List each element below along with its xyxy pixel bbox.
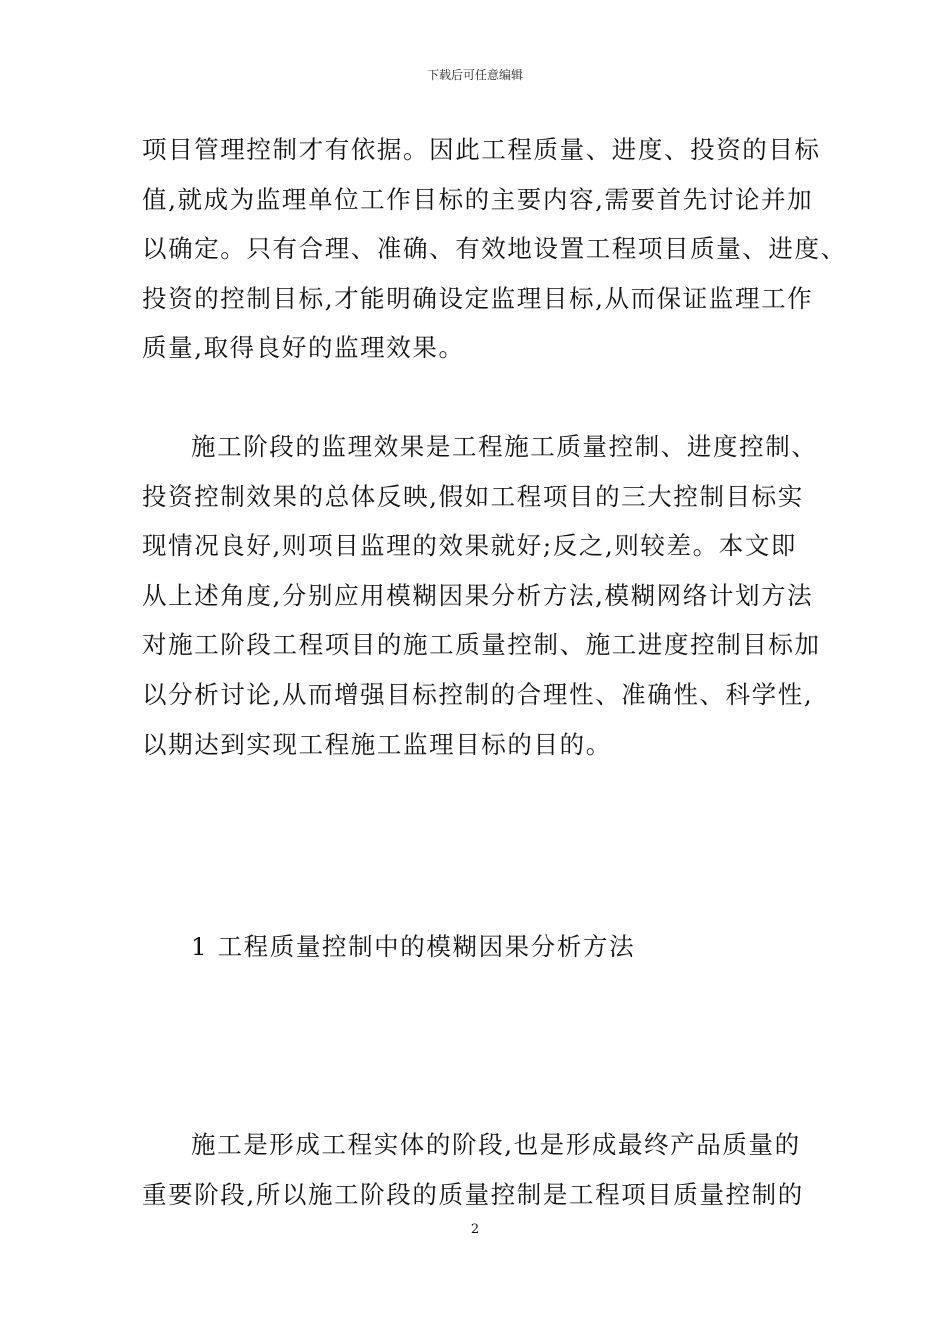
paragraph-line: 投资的控制目标,才能明确设定监理目标,从而保证监理工作 bbox=[142, 283, 814, 313]
paragraph-3 bbox=[142, 1120, 832, 1219]
paragraph-line: 以确定。只有合理、准确、有效地设置工程项目质量、进度、 bbox=[142, 234, 847, 264]
paragraph-line: 以分析讨论,从而增强目标控制的合理性、准确性、科学性, bbox=[142, 679, 814, 709]
paragraph-1 bbox=[142, 125, 847, 373]
paragraph-line: 以期达到实现工程施工监理目标的目的。 bbox=[142, 729, 612, 759]
paragraph-line: 对施工阶段工程项目的施工质量控制、施工进度控制目标加 bbox=[142, 630, 821, 660]
section-heading: 1 工程质量控制中的模糊因果分析方法 bbox=[191, 932, 636, 961]
page-number: 2 bbox=[470, 1222, 480, 1237]
paragraph-line: 从上述角度,分别应用模糊因果分析方法,模糊网络计划方法 bbox=[142, 580, 814, 610]
paragraph-line: 现情况良好,则项目监理的效果就好;反之,则较差。本文即 bbox=[142, 531, 798, 561]
paragraph-line: 施工阶段的监理效果是工程施工质量控制、进度控制、 bbox=[191, 432, 818, 461]
page-header: 下载后可任意编辑 bbox=[426, 68, 523, 82]
paragraph-line: 重要阶段,所以施工阶段的质量控制是工程项目质量控制的 bbox=[142, 1179, 804, 1209]
paragraph-2 bbox=[142, 422, 832, 769]
paragraph-line: 施工是形成工程实体的阶段,也是形成最终产品质量的 bbox=[191, 1130, 801, 1159]
paragraph-line: 值,就成为监理单位工作目标的主要内容,需要首先讨论并加 bbox=[142, 184, 814, 214]
paragraph-line: 质量,取得良好的监理效果。 bbox=[142, 333, 465, 363]
paragraph-line: 项目管理控制才有依据。因此工程质量、进度、投资的目标 bbox=[142, 135, 821, 164]
paragraph-line: 投资控制效果的总体反映,假如工程项目的三大控制目标实 bbox=[142, 481, 804, 511]
